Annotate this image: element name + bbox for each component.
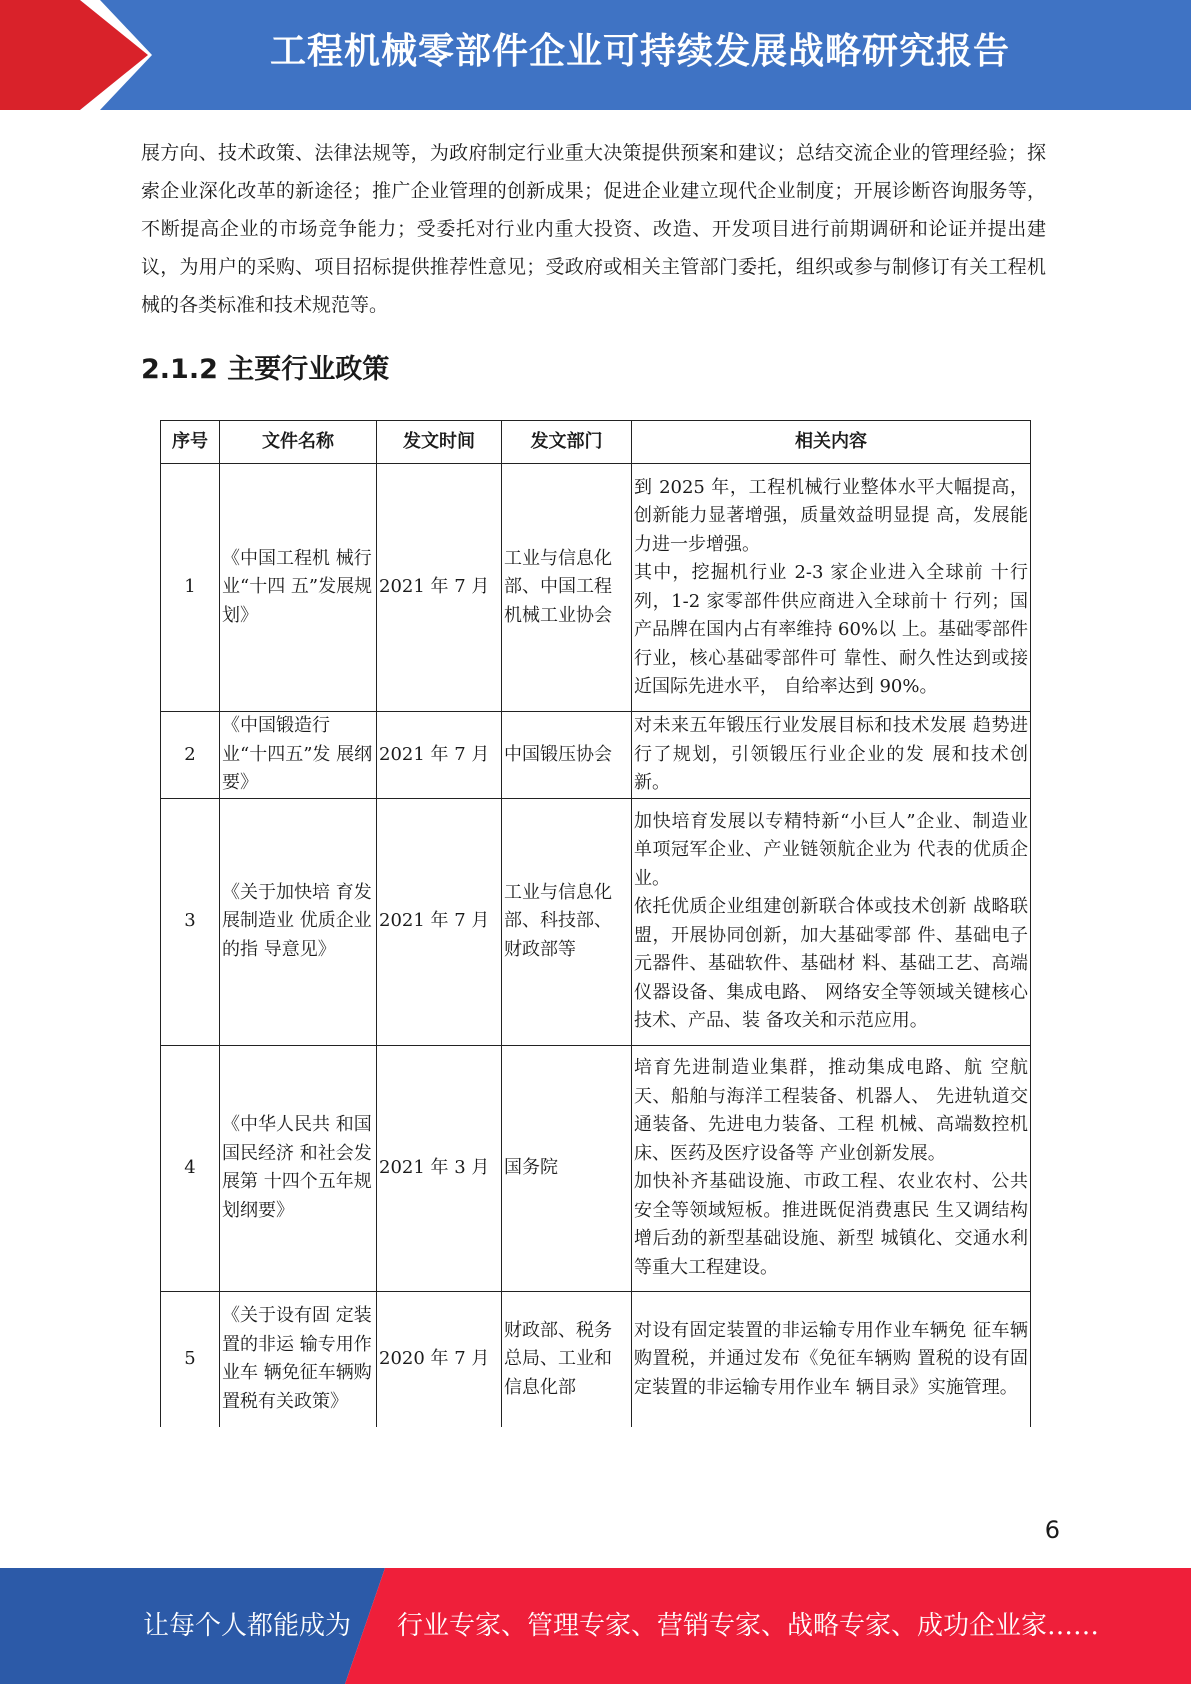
- row-no: 2: [161, 712, 220, 799]
- row-dept: 工业与信息化部、科技部、财政部等: [502, 798, 632, 1045]
- footer-slogan-left: 让每个人都能成为: [143, 1611, 352, 1641]
- row-dept: 财政部、税务总局、工业和信息化部: [502, 1291, 632, 1427]
- row-dept: 中国锻压协会: [502, 712, 632, 799]
- header-content: 相关内容: [632, 421, 1031, 464]
- row-no: 5: [161, 1291, 220, 1427]
- table-row: [161, 1045, 1031, 1291]
- header-date: 发文时间: [377, 421, 502, 464]
- table-row: [161, 1291, 1031, 1427]
- row-content: [632, 712, 1031, 799]
- policy-table: [160, 420, 1031, 1427]
- row-content: [632, 1291, 1031, 1427]
- content-paragraph: 加快补齐基础设施、市政工程、农业农村、公共安全等领域短板。推进既促消费惠民 生又调结构增后劲的新型基础设施、新型 城镇化、交通水利等重大工程建设。: [634, 1171, 1028, 1278]
- row-name: 《中国锻造行 业“十四五”发 展纲要》: [220, 712, 377, 799]
- content-paragraph: 对设有固定装置的非运输专用作业车辆免 征车辆购置税，并通过发布《免征车辆购 置税的设有固定装置的非运输专用作业车 辆目录》实施管理。: [634, 1319, 1028, 1398]
- row-name: 《关于加快培 育发展制造业 优质企业的指 导意见》: [220, 798, 377, 1045]
- row-no: 3: [161, 798, 220, 1045]
- row-content: [632, 798, 1031, 1045]
- row-date: 2021 年 7 月: [377, 798, 502, 1045]
- table-row: [161, 798, 1031, 1045]
- row-no: 1: [161, 464, 220, 712]
- row-date: 2021 年 7 月: [377, 464, 502, 712]
- row-date: 2021 年 7 月: [377, 712, 502, 799]
- table-header-row: [161, 421, 1031, 464]
- row-date: 2021 年 3 月: [377, 1045, 502, 1291]
- row-content: [632, 464, 1031, 712]
- table-row: [161, 712, 1031, 799]
- header-dept: 发文部门: [502, 421, 632, 464]
- intro-paragraph: 展方向、技术政策、法律法规等，为政府制定行业重大决策提供预案和建议；总结交流企业的管理经验；探索企业深化改革的新途径；推广企业管理的创新成果；促进企业建立现代企业制度；开展诊断咨询服务等，不断提高企业的市场竞争能力；受委托对行业内重大投资、改造、开发项目进行前期调研和论证并提出建议，为用户的采购、项目招标提供推荐性意见；受政府或相关主管部门委托，组织或参与制修订有关工程机械的各类标准和技术规范等。: [141, 142, 1046, 316]
- content-paragraph: 加快培育发展以专精特新“小巨人”企业、制造业单项冠军企业、产业链领航企业为 代表的优质企业。: [634, 810, 1028, 889]
- row-dept: 国务院: [502, 1045, 632, 1291]
- content-paragraph: 培育先进制造业集群，推动集成电路、航 空航天、船舶与海洋工程装备、机器人、 先进轨道交通装备、先进电力装备、工程 机械、高端数控机床、医药及医疗设备等 产业创新发展。: [634, 1057, 1028, 1164]
- header-no: 序号: [161, 421, 220, 464]
- row-name: 《关于设有固 定装置的非运 输专用作业车 辆免征车辆购 置税有关政策》: [220, 1291, 377, 1427]
- row-no: 4: [161, 1045, 220, 1291]
- footer-slogan-right: 行业专家、管理专家、营销专家、战略专家、成功企业家……: [397, 1611, 1100, 1641]
- page-footer-banner: [0, 1568, 1191, 1684]
- page-number: 6: [1044, 1516, 1060, 1544]
- row-date: 2020 年 7 月: [377, 1291, 502, 1427]
- header-name: 文件名称: [220, 421, 377, 464]
- row-name: 《中华人民共 和国国民经济 和社会发展第 十四个五年规 划纲要》: [220, 1045, 377, 1291]
- row-content: [632, 1045, 1031, 1291]
- content-paragraph: 其中，挖掘机行业 2-3 家企业进入全球前 十行列，1-2 家零部件供应商进入全球前十 行列；国产品牌在国内占有率维持 60%以 上。基础零部件行业，核心基础零部件可 靠性、耐久性达到或接近国际先进水平， 自给率达到 90%。: [634, 562, 1028, 697]
- row-name: 《中国工程机 械行业“十四 五”发展规划》: [220, 464, 377, 712]
- report-title: 工程机械零部件企业可持续发展战略研究报告: [269, 31, 1010, 72]
- row-dept: 工业与信息化部、中国工程机械工业协会: [502, 464, 632, 712]
- content-paragraph: 依托优质企业组建创新联合体或技术创新 战略联盟，开展协同创新，加大基础零部 件、基础电子元器件、基础软件、基础材 料、基础工艺、高端仪器设备、集成电路、 网络安全等领域关键核心技术、产品、装 备攻关和示范应用。: [634, 896, 1028, 1031]
- content-paragraph: 到 2025 年，工程机械行业整体水平大幅提高，创新能力显著增强，质量效益明显提 高，发展能力进一步增强。: [634, 476, 1029, 555]
- page-header-banner: [0, 0, 1191, 110]
- content-paragraph: 对未来五年锻压行业发展目标和技术发展 趋势进行了规划，引领锻压行业企业的发 展和技术创新。: [634, 715, 1028, 793]
- section-heading: 2.1.2 主要行业政策: [141, 354, 390, 385]
- table-row: [161, 464, 1031, 712]
